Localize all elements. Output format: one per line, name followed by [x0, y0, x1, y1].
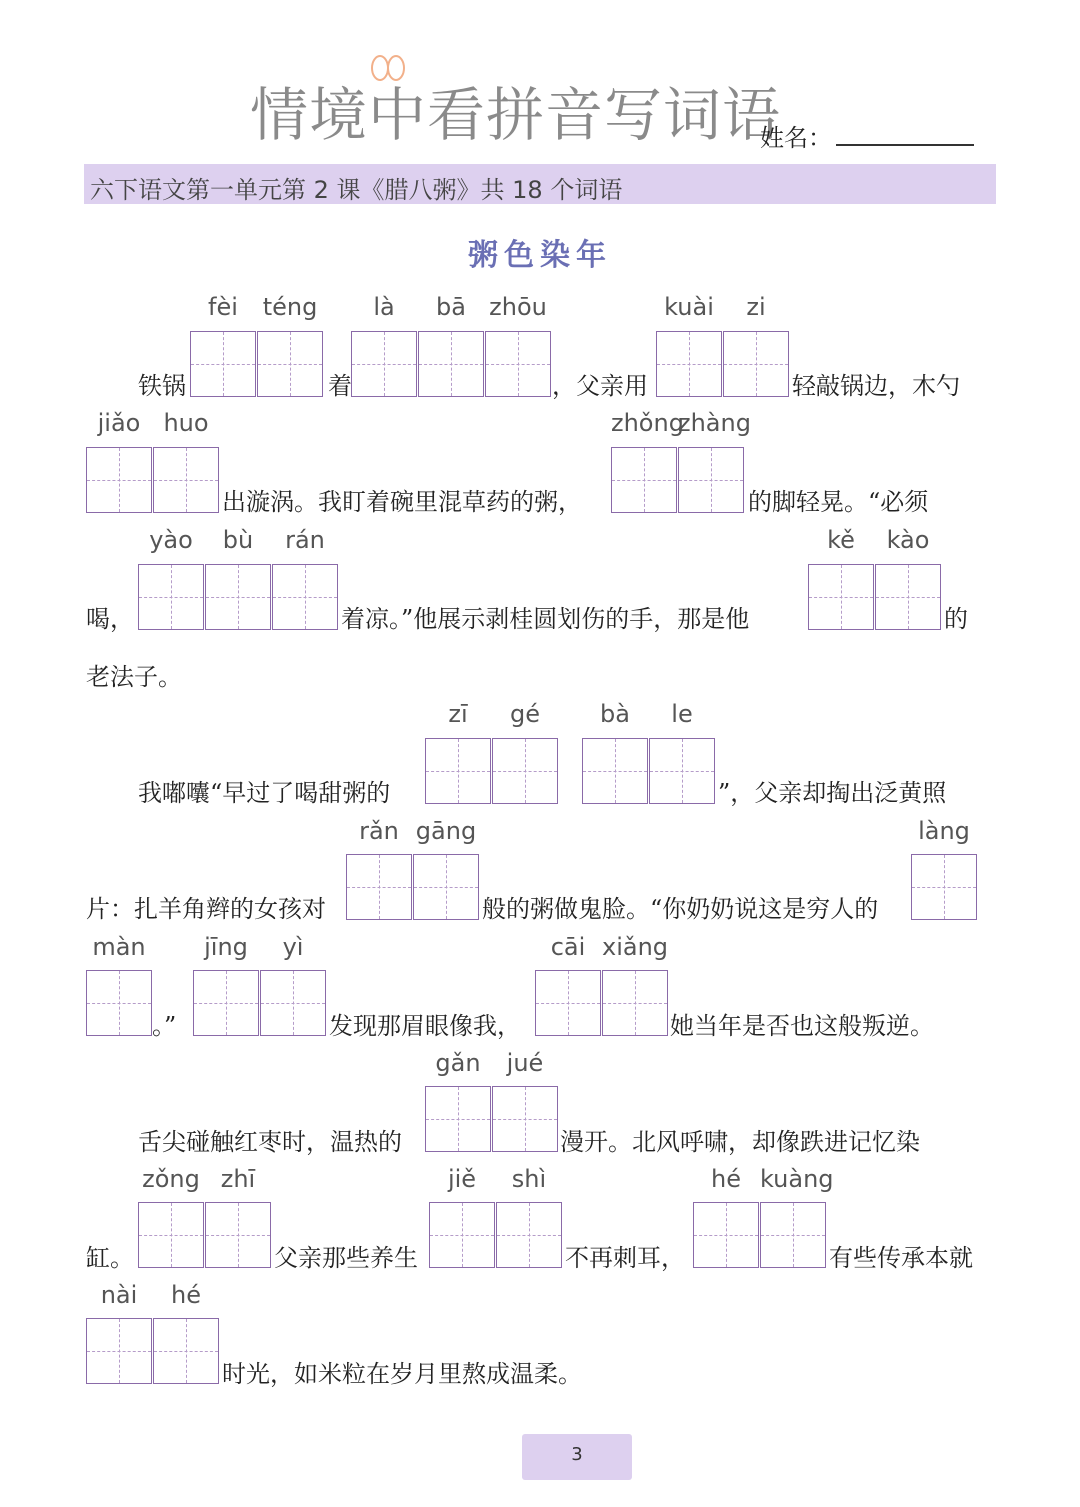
pinyin: rán: [285, 526, 325, 554]
pinyin: téng: [262, 293, 318, 321]
pinyin: huo: [163, 409, 209, 437]
tianzige-cell[interactable]: [413, 854, 479, 920]
tianzige-cell[interactable]: [496, 1202, 562, 1268]
pinyin: gé: [510, 700, 540, 728]
tianzige-cell[interactable]: [153, 1318, 219, 1384]
tianzige-cell[interactable]: [723, 331, 789, 397]
pinyin: zhōu: [489, 293, 547, 321]
pinyin: zhī: [220, 1165, 256, 1193]
passage-text: 般的粥做鬼脸。“你奶奶说这是穷人的: [482, 895, 879, 923]
tianzige-cell[interactable]: [611, 447, 677, 513]
tianzige-cell[interactable]: [656, 331, 722, 397]
pinyin: rǎn: [359, 817, 399, 845]
pinyin: nài: [100, 1281, 138, 1309]
pinyin: kuàng: [760, 1165, 834, 1193]
tianzige-cell[interactable]: [760, 1202, 826, 1268]
passage-text: 老法子。: [86, 663, 182, 691]
pinyin: hé: [171, 1281, 201, 1309]
tianzige-cell[interactable]: [535, 970, 601, 1036]
pinyin: fèi: [208, 293, 238, 321]
tianzige-cell[interactable]: [693, 1202, 759, 1268]
passage-text: 有些传承本就: [829, 1244, 973, 1272]
tianzige-cell[interactable]: [260, 970, 326, 1036]
tianzige-cell[interactable]: [602, 970, 668, 1036]
passage-text: 喝，: [86, 605, 134, 633]
tianzige-cell[interactable]: [351, 331, 417, 397]
tianzige-cell[interactable]: [138, 564, 204, 630]
tianzige-cell[interactable]: [492, 738, 558, 804]
passage-text: ”，父亲却掏出泛黄照: [718, 779, 947, 807]
passage-text: 父亲那些养生: [274, 1244, 418, 1272]
pinyin: yì: [282, 933, 304, 961]
pinyin: jiě: [447, 1165, 477, 1193]
tianzige-cell[interactable]: [875, 564, 941, 630]
passage-text: ，父亲用: [552, 372, 648, 400]
passage-text: 她当年是否也这般叛逆。: [670, 1012, 934, 1040]
pinyin: bā: [436, 293, 466, 321]
tianzige-cell[interactable]: [425, 738, 491, 804]
name-field[interactable]: [836, 144, 974, 146]
passage-text: 漫开。北风呼啸，却像跌进记忆染: [560, 1128, 920, 1156]
tianzige-cell[interactable]: [205, 564, 271, 630]
tianzige-cell[interactable]: [86, 1318, 152, 1384]
tianzige-cell[interactable]: [86, 447, 152, 513]
pinyin: kào: [886, 526, 930, 554]
passage-text: 的: [944, 605, 968, 633]
name-label: 姓名：: [760, 124, 832, 152]
tianzige-cell[interactable]: [582, 738, 648, 804]
bunny-ears-icon: [366, 54, 410, 84]
tianzige-cell[interactable]: [649, 738, 715, 804]
worksheet-title: 情境中看拼音写词语: [250, 81, 782, 149]
pinyin: kuài: [664, 293, 714, 321]
passage-text: 铁锅: [138, 372, 186, 400]
pinyin: làng: [918, 817, 970, 845]
tianzige-cell[interactable]: [153, 447, 219, 513]
pinyin: bà: [600, 700, 630, 728]
tianzige-cell[interactable]: [418, 331, 484, 397]
tianzige-cell[interactable]: [205, 1202, 271, 1268]
passage-text: 舌尖碰触红枣时，温热的: [138, 1128, 402, 1156]
tianzige-cell[interactable]: [86, 970, 152, 1036]
passage-text: 发现那眉眼像我，: [329, 1012, 521, 1040]
passage-text: 不再刺耳，: [565, 1244, 685, 1272]
tianzige-cell[interactable]: [193, 970, 259, 1036]
pinyin: zhàng: [678, 409, 751, 437]
passage-text: 缸。: [86, 1244, 134, 1272]
passage-text: 着凉。”他展示剥桂圆划伤的手，那是他: [341, 605, 750, 633]
passage-text: 轻敲锅边，木勺: [792, 372, 960, 400]
tianzige-cell[interactable]: [429, 1202, 495, 1268]
tianzige-cell[interactable]: [425, 1086, 491, 1152]
tianzige-cell[interactable]: [492, 1086, 558, 1152]
tianzige-cell[interactable]: [257, 331, 323, 397]
page-number: 3: [571, 1444, 583, 1465]
pinyin: hé: [711, 1165, 741, 1193]
pinyin: là: [373, 293, 395, 321]
pinyin: jīng: [204, 933, 248, 961]
pinyin: cāi: [550, 933, 586, 961]
passage-text: 我嘟囔“早过了喝甜粥的: [138, 779, 391, 807]
passage-text: 出漩涡。我盯着碗里混草药的粥，: [222, 488, 582, 516]
tianzige-cell[interactable]: [190, 331, 256, 397]
passage-text: 的脚轻晃。“必须: [748, 488, 929, 516]
passage-text: 片：扎羊角辫的女孩对: [86, 895, 326, 923]
pinyin: gǎn: [435, 1049, 481, 1077]
tianzige-cell[interactable]: [138, 1202, 204, 1268]
tianzige-cell[interactable]: [678, 447, 744, 513]
tianzige-cell[interactable]: [272, 564, 338, 630]
pinyin: le: [671, 700, 693, 728]
pinyin: màn: [92, 933, 146, 961]
pinyin: zhǒng: [611, 409, 684, 437]
story-title: 粥色染年: [468, 238, 612, 273]
tianzige-cell[interactable]: [485, 331, 551, 397]
tianzige-cell[interactable]: [808, 564, 874, 630]
pinyin: zī: [448, 700, 468, 728]
pinyin: zǒng: [142, 1165, 200, 1193]
pinyin: zi: [746, 293, 766, 321]
tianzige-cell[interactable]: [346, 854, 412, 920]
passage-text: 。”: [152, 1012, 177, 1040]
pinyin: jué: [506, 1049, 544, 1077]
pinyin: yào: [149, 526, 193, 554]
tianzige-cell[interactable]: [911, 854, 977, 920]
pinyin: kě: [827, 526, 855, 554]
pinyin: xiǎng: [602, 933, 669, 961]
pinyin: jiǎo: [97, 409, 141, 437]
passage-text: 着: [328, 372, 352, 400]
pinyin: shì: [511, 1165, 547, 1193]
pinyin: gāng: [415, 817, 477, 845]
lesson-banner-text: 六下语文第一单元第 2 课《腊八粥》共 18 个词语: [90, 176, 623, 204]
pinyin: bù: [222, 526, 254, 554]
passage-text: 时光，如米粒在岁月里熬成温柔。: [222, 1360, 582, 1388]
